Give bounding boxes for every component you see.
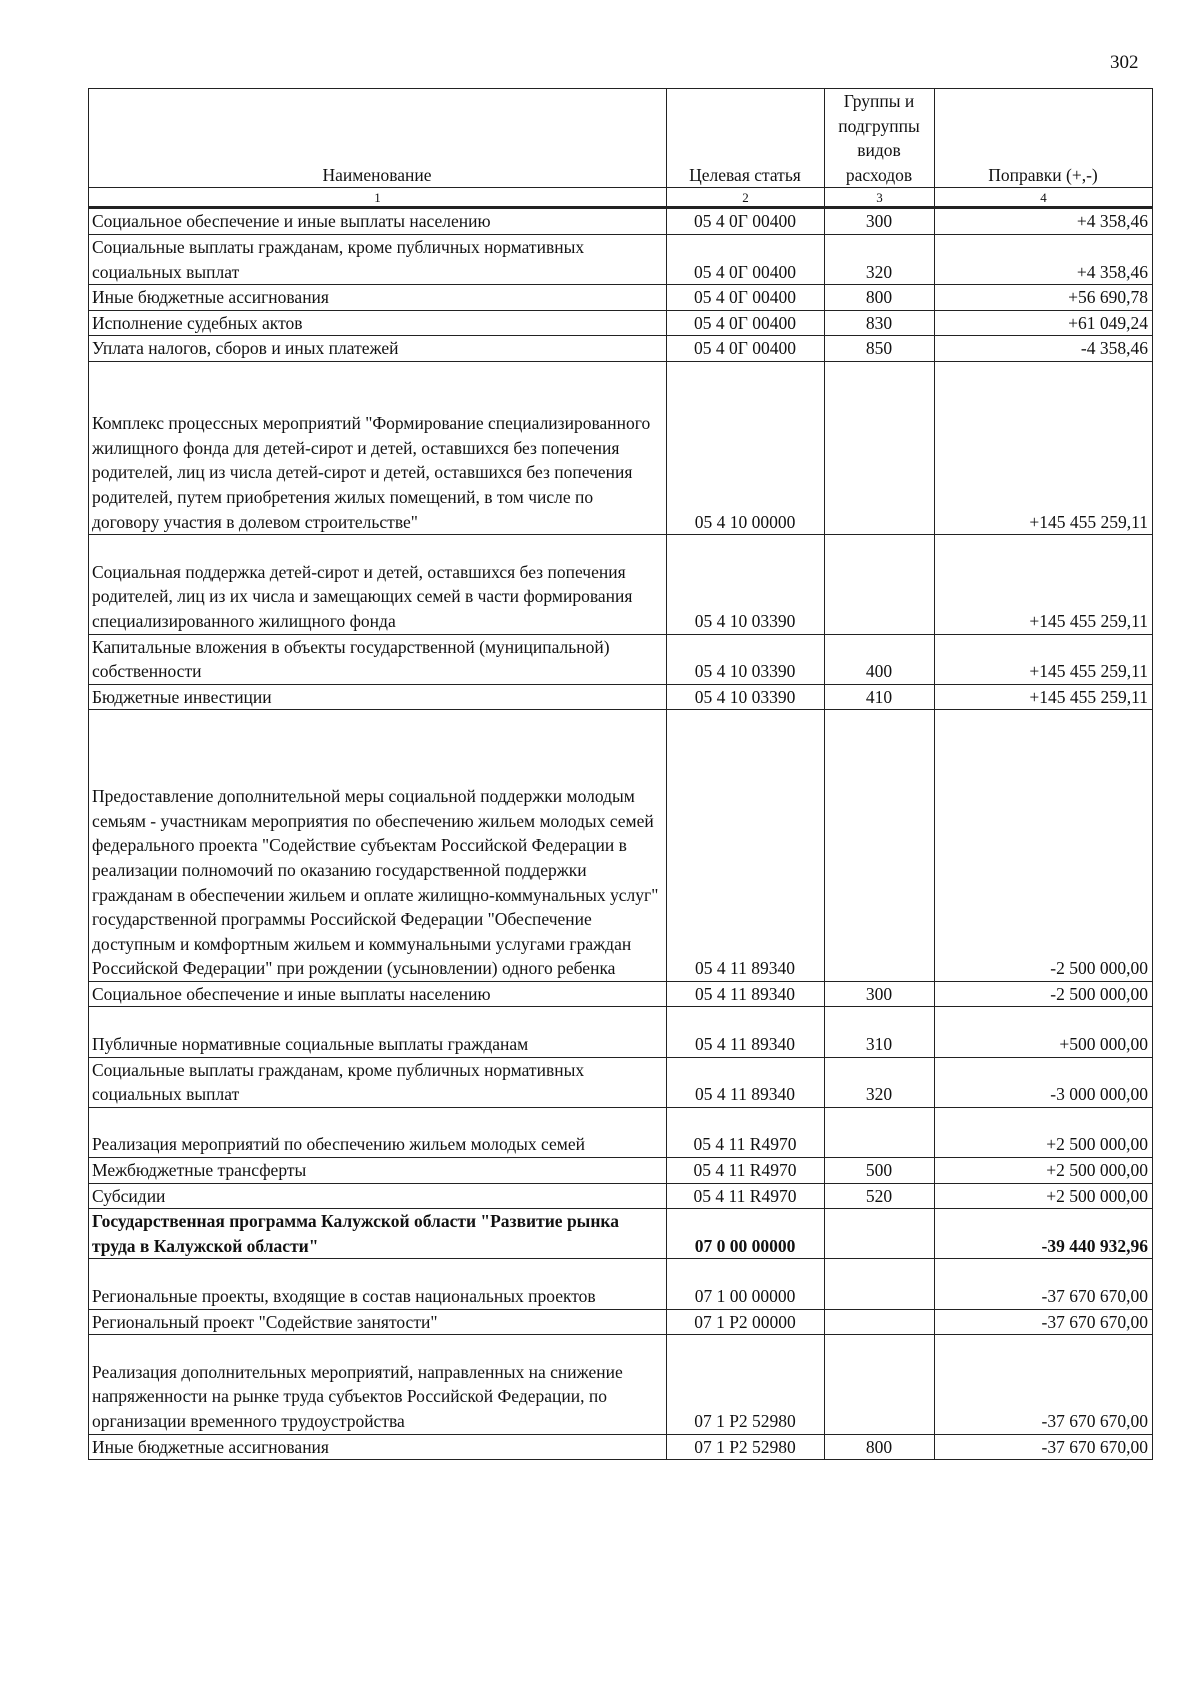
table-row bbox=[89, 1309, 1153, 1335]
row-amendment-amount: -2 500 000,00 bbox=[935, 981, 1153, 1007]
table-row bbox=[89, 1434, 1153, 1460]
row-amendment-amount: -3 000 000,00 bbox=[935, 1057, 1153, 1107]
row-name: Исполнение судебных актов bbox=[89, 310, 667, 336]
row-expense-group: 830 bbox=[825, 310, 935, 336]
row-expense-group: 800 bbox=[825, 1434, 935, 1460]
table-row bbox=[89, 1335, 1153, 1434]
row-name: Реализация дополнительных мероприятий, направленных на снижение напряженности на рынке труда субъектов Российской Федерации, по организации временного трудоустройства bbox=[89, 1335, 667, 1434]
row-amendment-amount: -37 670 670,00 bbox=[935, 1309, 1153, 1335]
table-row bbox=[89, 535, 1153, 634]
row-target-code: 05 4 0Г 00400 bbox=[667, 208, 825, 235]
row-target-code: 05 4 10 03390 bbox=[667, 684, 825, 710]
row-name: Межбюджетные трансферты bbox=[89, 1158, 667, 1184]
table-row bbox=[89, 336, 1153, 362]
row-expense-group: 400 bbox=[825, 634, 935, 684]
table-row bbox=[89, 1107, 1153, 1157]
row-target-code: 05 4 0Г 00400 bbox=[667, 336, 825, 362]
row-amendment-amount: -37 670 670,00 bbox=[935, 1335, 1153, 1434]
row-amendment-amount: +145 455 259,11 bbox=[935, 684, 1153, 710]
row-target-code: 05 4 11 R4970 bbox=[667, 1107, 825, 1157]
table-row bbox=[89, 634, 1153, 684]
row-amendment-amount: +4 358,46 bbox=[935, 208, 1153, 235]
row-target-code: 05 4 11 R4970 bbox=[667, 1183, 825, 1209]
row-expense-group bbox=[825, 1209, 935, 1259]
row-name: Социальные выплаты гражданам, кроме публичных нормативных социальных выплат bbox=[89, 234, 667, 284]
page-number: 302 bbox=[1110, 52, 1139, 73]
row-expense-group: 320 bbox=[825, 1057, 935, 1107]
row-name: Региональные проекты, входящие в состав национальных проектов bbox=[89, 1259, 667, 1309]
row-target-code: 07 1 00 00000 bbox=[667, 1259, 825, 1309]
row-name: Региональный проект "Содействие занятости" bbox=[89, 1309, 667, 1335]
row-name: Комплекс процессных мероприятий "Формирование специализированного жилищного фонда для детей-сирот и детей, оставшихся без попечения родителей, лиц из числа детей-сирот и детей, оставшихся без попечения родителей, путем приобретения жилых помещений, в том числе по договору участия в долевом строительстве" bbox=[89, 361, 667, 534]
row-amendment-amount: -37 670 670,00 bbox=[935, 1259, 1153, 1309]
row-target-code: 05 4 10 03390 bbox=[667, 535, 825, 634]
row-name: Иные бюджетные ассигнования bbox=[89, 1434, 667, 1460]
row-amendment-amount: +500 000,00 bbox=[935, 1007, 1153, 1057]
row-expense-group bbox=[825, 1309, 935, 1335]
table-row bbox=[89, 1183, 1153, 1209]
row-amendment-amount: -37 670 670,00 bbox=[935, 1434, 1153, 1460]
row-name: Публичные нормативные социальные выплаты гражданам bbox=[89, 1007, 667, 1057]
table-row bbox=[89, 361, 1153, 534]
table-header-row bbox=[89, 89, 1153, 188]
row-expense-group: 850 bbox=[825, 336, 935, 362]
row-amendment-amount: +4 358,46 bbox=[935, 234, 1153, 284]
column-number: 1 bbox=[89, 188, 667, 208]
row-target-code: 05 4 11 89340 bbox=[667, 981, 825, 1007]
row-name: Предоставление дополнительной меры социальной поддержки молодым семьям - участникам мероприятия по обеспечению жильем молодых семей федерального проекта "Содействие субъектам Российской Федерации в реализации полномочий по оказанию государственной поддержки гражданам в обеспечении жильем и оплате жилищно-коммунальных услуг" государственной программы Российской Федерации "Обеспечение доступным и комфортным жильем и коммунальными услугами граждан Российской Федерации" при рождении (усыновлении) одного ребенка bbox=[89, 710, 667, 982]
row-target-code: 05 4 11 89340 bbox=[667, 1057, 825, 1107]
row-expense-group bbox=[825, 361, 935, 534]
row-name: Социальные выплаты гражданам, кроме публичных нормативных социальных выплат bbox=[89, 1057, 667, 1107]
row-expense-group: 310 bbox=[825, 1007, 935, 1057]
row-target-code: 05 4 10 00000 bbox=[667, 361, 825, 534]
row-expense-group: 500 bbox=[825, 1158, 935, 1184]
table-row bbox=[89, 1057, 1153, 1107]
row-target-code: 05 4 10 03390 bbox=[667, 634, 825, 684]
row-expense-group: 300 bbox=[825, 981, 935, 1007]
row-amendment-amount: +145 455 259,11 bbox=[935, 535, 1153, 634]
row-expense-group: 300 bbox=[825, 208, 935, 235]
row-expense-group bbox=[825, 1107, 935, 1157]
column-numbers-row bbox=[89, 188, 1153, 208]
row-expense-group bbox=[825, 535, 935, 634]
header-name: Наименование bbox=[89, 89, 667, 188]
row-target-code: 05 4 0Г 00400 bbox=[667, 285, 825, 311]
row-target-code: 07 1 P2 52980 bbox=[667, 1434, 825, 1460]
row-expense-group: 320 bbox=[825, 234, 935, 284]
row-name: Бюджетные инвестиции bbox=[89, 684, 667, 710]
row-target-code: 05 4 0Г 00400 bbox=[667, 310, 825, 336]
column-number: 4 bbox=[935, 188, 1153, 208]
header-groups: Группы и подгруппы видов расходов bbox=[825, 89, 935, 188]
row-name: Социальная поддержка детей-сирот и детей, оставшихся без попечения родителей, лиц из их числа и замещающих семей в части формирования специализированного жилищного фонда bbox=[89, 535, 667, 634]
row-expense-group: 800 bbox=[825, 285, 935, 311]
row-expense-group bbox=[825, 1259, 935, 1309]
table-row bbox=[89, 310, 1153, 336]
row-amendment-amount: +61 049,24 bbox=[935, 310, 1153, 336]
row-amendment-amount: -39 440 932,96 bbox=[935, 1209, 1153, 1259]
row-expense-group bbox=[825, 710, 935, 982]
row-amendment-amount: +145 455 259,11 bbox=[935, 361, 1153, 534]
row-target-code: 05 4 0Г 00400 bbox=[667, 234, 825, 284]
row-name: Иные бюджетные ассигнования bbox=[89, 285, 667, 311]
row-name: Уплата налогов, сборов и иных платежей bbox=[89, 336, 667, 362]
table-row bbox=[89, 1007, 1153, 1057]
column-number: 2 bbox=[667, 188, 825, 208]
row-target-code: 07 0 00 00000 bbox=[667, 1209, 825, 1259]
table-row bbox=[89, 684, 1153, 710]
row-name: Социальное обеспечение и иные выплаты населению bbox=[89, 981, 667, 1007]
row-target-code: 05 4 11 89340 bbox=[667, 710, 825, 982]
column-number: 3 bbox=[825, 188, 935, 208]
row-expense-group: 520 bbox=[825, 1183, 935, 1209]
row-target-code: 05 4 11 89340 bbox=[667, 1007, 825, 1057]
table-row bbox=[89, 1158, 1153, 1184]
row-target-code: 05 4 11 R4970 bbox=[667, 1158, 825, 1184]
table-row bbox=[89, 1259, 1153, 1309]
row-name: Государственная программа Калужской области "Развитие рынка труда в Калужской области" bbox=[89, 1209, 667, 1259]
row-expense-group: 410 bbox=[825, 684, 935, 710]
row-expense-group bbox=[825, 1335, 935, 1434]
row-target-code: 07 1 P2 52980 bbox=[667, 1335, 825, 1434]
table-body bbox=[89, 208, 1153, 1460]
budget-amendments-table bbox=[88, 88, 1153, 1460]
header-target: Целевая статья bbox=[667, 89, 825, 188]
row-amendment-amount: +2 500 000,00 bbox=[935, 1183, 1153, 1209]
row-name: Субсидии bbox=[89, 1183, 667, 1209]
table-row bbox=[89, 285, 1153, 311]
row-amendment-amount: +145 455 259,11 bbox=[935, 634, 1153, 684]
row-name: Социальное обеспечение и иные выплаты населению bbox=[89, 208, 667, 235]
row-name: Реализация мероприятий по обеспечению жильем молодых семей bbox=[89, 1107, 667, 1157]
table-row bbox=[89, 234, 1153, 284]
table-row bbox=[89, 710, 1153, 982]
row-amendment-amount: +2 500 000,00 bbox=[935, 1107, 1153, 1157]
row-name: Капитальные вложения в объекты государственной (муниципальной) собственности bbox=[89, 634, 667, 684]
table-row bbox=[89, 981, 1153, 1007]
row-amendment-amount: +2 500 000,00 bbox=[935, 1158, 1153, 1184]
table-row bbox=[89, 1209, 1153, 1259]
header-amendments: Поправки (+,-) bbox=[935, 89, 1153, 188]
row-amendment-amount: -2 500 000,00 bbox=[935, 710, 1153, 982]
row-amendment-amount: +56 690,78 bbox=[935, 285, 1153, 311]
row-target-code: 07 1 P2 00000 bbox=[667, 1309, 825, 1335]
table-row bbox=[89, 208, 1153, 235]
row-amendment-amount: -4 358,46 bbox=[935, 336, 1153, 362]
